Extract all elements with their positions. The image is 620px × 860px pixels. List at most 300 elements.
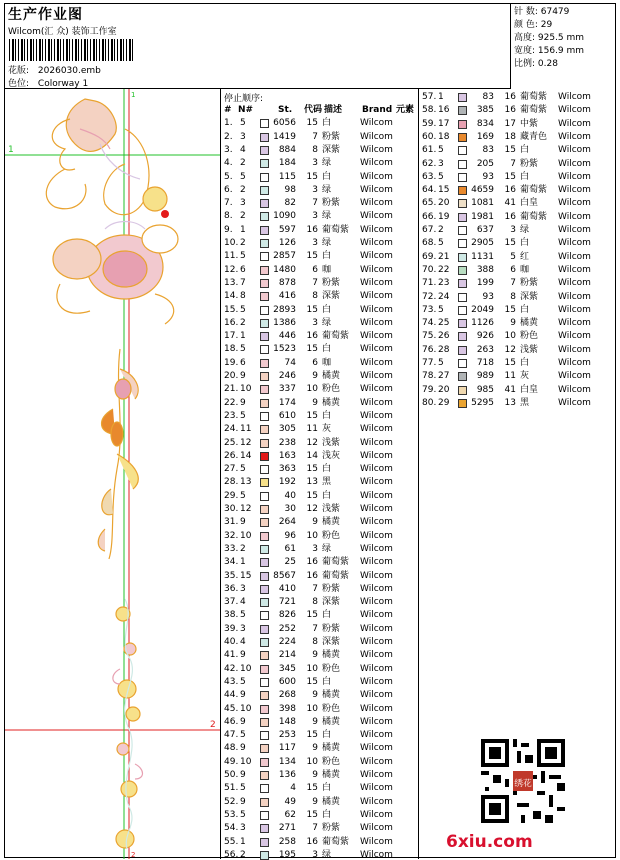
needle-number: 5 [438, 171, 444, 182]
table-row [224, 157, 419, 170]
stitch-count-cell: 1419 [273, 131, 296, 142]
thread-brand: Wilcom [360, 410, 393, 421]
thread-brand: Wilcom [558, 397, 591, 408]
stop-number: 23. [224, 410, 239, 421]
thread-description: 白 [322, 610, 332, 621]
table-row [224, 809, 419, 822]
stop-number: 12. [224, 264, 239, 275]
table-row [224, 543, 419, 556]
stitch-count-cell: 184 [278, 158, 296, 169]
thread-swatch [458, 253, 467, 262]
thread-brand: Wilcom [360, 570, 393, 581]
thread-brand: Wilcom [360, 676, 393, 687]
needle-number: 25 [438, 318, 450, 329]
qr-code [481, 739, 565, 823]
thread-swatch [260, 252, 269, 261]
thread-description: 粉色 [322, 703, 341, 714]
stitch-count-cell: 4 [290, 783, 296, 794]
thread-swatch [458, 173, 467, 182]
table-row [224, 609, 419, 622]
needle-number: 1 [438, 92, 444, 102]
needle-number: 9 [240, 796, 246, 807]
thread-swatch [260, 372, 269, 381]
thread-brand: Wilcom [360, 783, 393, 794]
thread-swatch [260, 691, 269, 700]
thread-description: 葡萄紫 [322, 331, 350, 342]
thread-swatch [260, 771, 269, 780]
thread-description: 深紫 [322, 291, 341, 302]
thread-brand: Wilcom [360, 637, 393, 647]
stop-number: 38. [224, 610, 239, 621]
table-row [422, 304, 617, 317]
thread-brand: Wilcom [558, 251, 591, 262]
site-logo: 6xiu.com [446, 832, 533, 852]
thread-code: 10 [306, 703, 318, 714]
thread-code: 8 [312, 291, 318, 302]
sheet-title: 生产作业图 [8, 7, 83, 23]
stop-sequence-title: 停止顺序: [224, 94, 264, 104]
thread-swatch [260, 425, 269, 434]
thread-description: 粉紫 [520, 158, 539, 169]
stitch-count-cell: 174 [278, 397, 296, 408]
thread-swatch [458, 226, 467, 235]
stitch-count-cell: 271 [278, 823, 296, 834]
needle-number: 4 [240, 144, 246, 155]
thread-code: 15 [504, 304, 516, 315]
thread-description: 绿 [322, 317, 332, 328]
thread-brand: Wilcom [360, 424, 393, 435]
thread-description: 白 [322, 676, 332, 687]
thread-brand: Wilcom [360, 224, 393, 235]
thread-code: 15 [504, 358, 516, 368]
studio-name: Wilcom(汇 众) 装饰工作室 [8, 27, 117, 37]
colorway-value: Colorway 1 [37, 79, 89, 89]
stop-number: 26. [224, 450, 239, 461]
thread-description: 橘黄 [322, 397, 341, 408]
stop-number: 66. [422, 211, 437, 222]
thread-brand: Wilcom [360, 597, 393, 608]
thread-description: 咖 [322, 264, 332, 275]
stitch-count-cell: 264 [278, 517, 296, 528]
thread-description: 藏青色 [520, 131, 548, 142]
color-count: 颜 色: 29 [514, 20, 553, 30]
stop-number: 1. [224, 118, 233, 129]
needle-number: 9 [240, 397, 246, 408]
thread-swatch [260, 824, 269, 833]
thread-swatch [260, 359, 269, 368]
thread-swatch [458, 319, 467, 328]
thread-swatch [260, 399, 269, 408]
thread-swatch [458, 306, 467, 315]
table-row [224, 796, 419, 809]
stitch-count-cell: 1081 [471, 198, 494, 209]
stop-number: 65. [422, 198, 437, 209]
stop-number: 8. [224, 211, 233, 222]
stitch-count-cell: 718 [476, 358, 494, 368]
thread-code: 7 [312, 823, 318, 834]
needle-number: 19 [438, 211, 450, 222]
table-row [422, 330, 617, 343]
needle-number: 12 [240, 504, 252, 514]
stop-number: 61. [422, 145, 437, 156]
thread-swatch [458, 386, 467, 395]
thread-code: 9 [312, 796, 318, 807]
thread-description: 橘黄 [322, 517, 341, 528]
needle-number: 10 [240, 756, 252, 767]
thread-code: 9 [312, 716, 318, 727]
thread-code: 3 [312, 238, 318, 248]
needle-number: 5 [240, 730, 246, 741]
stitch-count-cell: 83 [482, 92, 494, 102]
needle-number: 9 [240, 716, 246, 727]
design-scale: 比例: 0.28 [514, 59, 558, 69]
thread-code: 41 [504, 384, 516, 395]
thread-brand: Wilcom [360, 211, 393, 222]
thread-description: 深紫 [322, 637, 341, 647]
thread-code: 13 [306, 477, 318, 488]
stop-number: 50. [224, 770, 239, 780]
needle-number: 2 [240, 317, 246, 328]
thread-code: 5 [510, 251, 516, 262]
table-row [224, 343, 419, 356]
table-row [224, 636, 419, 649]
stop-number: 59. [422, 118, 437, 129]
floral-vine-motif [113, 599, 143, 849]
table-row [224, 503, 419, 516]
brand-header: Brand [362, 105, 393, 115]
thread-brand: Wilcom [360, 490, 393, 501]
thread-brand: Wilcom [558, 198, 591, 209]
thread-code: 15 [306, 676, 318, 687]
table-row [224, 596, 419, 609]
stitch-count-cell: 61 [284, 543, 296, 554]
thread-code: 15 [306, 464, 318, 475]
thread-swatch [260, 625, 269, 634]
needle-number: 12 [240, 437, 252, 448]
needle-number: 1 [240, 557, 246, 568]
thread-code: 15 [306, 344, 318, 355]
design-height: 高度: 925.5 mm [514, 33, 585, 43]
thread-code: 15 [504, 238, 516, 249]
thread-code: 15 [306, 783, 318, 794]
thread-brand: Wilcom [558, 238, 591, 249]
needle-number: 9 [240, 690, 246, 701]
stitch-count-cell: 989 [476, 371, 494, 382]
table-row [224, 583, 419, 596]
stop-number: 67. [422, 225, 437, 235]
needle-number: 5 [240, 464, 246, 475]
table-row [224, 556, 419, 569]
thread-swatch [458, 372, 467, 381]
thread-description: 白 [322, 809, 332, 820]
table-row [422, 264, 617, 277]
thread-brand: Wilcom [360, 450, 393, 461]
thread-code: 12 [504, 344, 516, 355]
thread-code: 15 [306, 304, 318, 315]
thread-description: 粉色 [520, 331, 539, 342]
thread-brand: Wilcom [360, 770, 393, 780]
thread-swatch [260, 705, 269, 714]
no-header: N# [238, 105, 254, 115]
thread-brand: Wilcom [360, 251, 393, 262]
thread-code: 6 [510, 264, 516, 275]
thread-description: 白 [322, 251, 332, 262]
stop-number: 68. [422, 238, 437, 249]
code-header: 代码 [304, 105, 323, 115]
needle-number: 20 [438, 198, 450, 209]
needle-number: 26 [438, 331, 450, 342]
thread-description: 葡萄紫 [520, 92, 548, 102]
stop-number: 30. [224, 504, 239, 514]
thread-code: 16 [306, 836, 318, 847]
stitch-count-cell: 721 [278, 597, 296, 608]
stop-number: 47. [224, 730, 239, 741]
stop-number: 21. [224, 384, 239, 395]
thread-swatch [458, 146, 467, 155]
thread-description: 葡萄紫 [520, 211, 548, 222]
needle-number: 6 [240, 357, 246, 368]
stitch-count-cell: 985 [476, 384, 494, 395]
thread-swatch [260, 545, 269, 554]
thread-swatch [458, 332, 467, 341]
table-row [422, 277, 617, 290]
thread-brand: Wilcom [360, 743, 393, 754]
thread-code: 10 [306, 530, 318, 541]
thread-code: 10 [306, 756, 318, 767]
table-row [224, 304, 419, 317]
thread-brand: Wilcom [360, 158, 393, 169]
stitch-count-cell: 263 [476, 344, 494, 355]
thread-brand: Wilcom [360, 144, 393, 155]
design-preview [5, 89, 221, 859]
table-row [422, 224, 617, 237]
guide-bottom-label: 2 [131, 851, 136, 859]
thread-code: 13 [504, 397, 516, 408]
needle-number: 9 [240, 743, 246, 754]
thread-code: 9 [312, 397, 318, 408]
thread-code: 9 [312, 743, 318, 754]
table-row [224, 450, 419, 463]
stitch-count-cell: 199 [476, 278, 494, 289]
thread-code: 15 [306, 171, 318, 182]
thread-description: 白 [322, 171, 332, 182]
thread-brand: Wilcom [360, 264, 393, 275]
stop-number: 6. [224, 184, 233, 195]
table-row [224, 250, 419, 263]
thread-brand: Wilcom [558, 331, 591, 342]
thread-swatch [458, 346, 467, 355]
thread-code: 11 [504, 371, 516, 382]
stop-number: 32. [224, 530, 239, 541]
stitch-count-cell: 337 [278, 384, 296, 395]
stop-number: 80. [422, 397, 437, 408]
needle-number: 1 [240, 224, 246, 235]
thread-code: 6 [312, 264, 318, 275]
needle-number: 3 [240, 198, 246, 209]
table-row [224, 437, 419, 450]
stop-number: 78. [422, 371, 437, 382]
thread-code: 17 [504, 118, 516, 129]
needle-number: 1 [240, 331, 246, 342]
thread-code: 7 [510, 278, 516, 289]
needle-number: 5 [240, 809, 246, 820]
thread-description: 粉紫 [322, 583, 341, 594]
thread-description: 葡萄紫 [322, 557, 350, 568]
thread-swatch [260, 226, 269, 235]
table-row [224, 676, 419, 689]
thread-brand: Wilcom [360, 131, 393, 142]
stitch-count-cell: 195 [278, 849, 296, 860]
needle-number: 9 [240, 371, 246, 381]
stop-number: 34. [224, 557, 239, 568]
stop-number: 49. [224, 756, 239, 767]
guide-2-label: 2 [210, 720, 216, 730]
thread-code: 16 [504, 92, 516, 102]
table-row [224, 516, 419, 529]
thread-code: 15 [504, 171, 516, 182]
stitch-count-cell: 224 [278, 637, 296, 647]
stitch-count-cell: 884 [278, 144, 296, 155]
needle-number: 3 [438, 158, 444, 169]
stitch-count-cell: 6056 [273, 118, 296, 129]
thread-code: 9 [312, 690, 318, 701]
stop-number: 72. [422, 291, 437, 302]
needle-number: 5 [438, 145, 444, 156]
table-row [422, 104, 617, 117]
thread-swatch [260, 638, 269, 647]
thread-swatch [458, 279, 467, 288]
thread-description: 黑 [322, 477, 332, 488]
stitch-count-cell: 136 [278, 770, 296, 780]
needle-number: 5 [240, 490, 246, 501]
stitch-count-cell: 252 [278, 623, 296, 634]
thread-brand: Wilcom [558, 171, 591, 182]
stitch-count-cell: 83 [482, 145, 494, 156]
thread-brand: Wilcom [360, 238, 393, 248]
thread-code: 15 [306, 809, 318, 820]
sheet-header [5, 4, 511, 89]
thread-brand: Wilcom [558, 92, 591, 102]
num-header: # [224, 105, 232, 115]
thread-code: 16 [306, 331, 318, 342]
stitch-count-cell: 446 [278, 331, 296, 342]
needle-number: 11 [240, 424, 252, 435]
stop-number: 28. [224, 477, 239, 488]
thread-brand: Wilcom [558, 211, 591, 222]
thread-brand: Wilcom [558, 358, 591, 368]
thread-description: 粉紫 [520, 278, 539, 289]
stop-number: 64. [422, 185, 437, 196]
thread-swatch [458, 213, 467, 222]
thread-code: 9 [510, 318, 516, 329]
thread-swatch [458, 93, 467, 102]
stop-number: 51. [224, 783, 239, 794]
thread-brand: Wilcom [360, 557, 393, 568]
thread-code: 16 [306, 557, 318, 568]
thread-code: 15 [306, 490, 318, 501]
thread-description: 绿 [322, 543, 332, 554]
thread-brand: Wilcom [558, 131, 591, 142]
thread-brand: Wilcom [360, 317, 393, 328]
thread-brand: Wilcom [360, 357, 393, 368]
needle-number: 10 [240, 703, 252, 714]
table-row [224, 357, 419, 370]
thread-brand: Wilcom [360, 716, 393, 727]
thread-brand: Wilcom [558, 185, 591, 196]
thread-description: 粉紫 [322, 277, 341, 288]
needle-number: 3 [240, 823, 246, 834]
stop-number: 11. [224, 251, 239, 262]
table-row [422, 158, 617, 171]
thread-swatch [260, 838, 269, 847]
thread-code: 6 [312, 357, 318, 368]
stitch-count-cell: 410 [278, 583, 296, 594]
stop-number: 20. [224, 371, 239, 381]
thread-brand: Wilcom [360, 623, 393, 634]
table-row [224, 716, 419, 729]
thread-brand: Wilcom [360, 344, 393, 355]
stop-number: 10. [224, 238, 239, 248]
thread-swatch [260, 758, 269, 767]
thread-code: 7 [312, 623, 318, 634]
stop-number: 19. [224, 357, 239, 368]
table-row [224, 849, 419, 860]
thread-description: 白 [322, 490, 332, 501]
needle-number: 9 [240, 517, 246, 528]
needle-number: 5 [240, 118, 246, 129]
thread-code: 41 [504, 198, 516, 209]
stop-number: 74. [422, 318, 437, 329]
thread-swatch [260, 731, 269, 740]
thread-code: 3 [510, 225, 516, 235]
stitch-count-cell: 163 [278, 450, 296, 461]
table-row [224, 703, 419, 716]
needle-number: 2 [240, 211, 246, 222]
thread-description: 红 [520, 251, 530, 262]
thread-description: 浅紫 [322, 437, 341, 448]
thread-description: 橘黄 [322, 371, 341, 381]
needle-number: 21 [438, 251, 450, 262]
thread-description: 绿 [520, 225, 530, 235]
thread-description: 粉色 [322, 530, 341, 541]
thread-code: 8 [312, 144, 318, 155]
table-row [224, 463, 419, 476]
stop-number: 15. [224, 304, 239, 315]
needle-number: 10 [240, 530, 252, 541]
needle-number: 20 [438, 384, 450, 395]
table-row [224, 476, 419, 489]
embroidery-preview [5, 89, 221, 859]
needle-number: 24 [438, 291, 450, 302]
thread-swatch [458, 120, 467, 129]
thread-description: 白皇 [520, 384, 539, 395]
thread-code: 15 [306, 730, 318, 741]
table-row [422, 384, 617, 397]
thread-code: 15 [306, 410, 318, 421]
stitch-count-cell: 214 [278, 650, 296, 661]
stitch-count-cell: 238 [278, 437, 296, 448]
thread-code: 8 [510, 291, 516, 302]
needle-number: 6 [240, 264, 246, 275]
stitch-count-cell: 96 [284, 530, 296, 541]
table-row [224, 782, 419, 795]
needle-number: 10 [240, 663, 252, 674]
thread-swatch [260, 199, 269, 208]
peony-motif [53, 222, 178, 325]
thread-brand: Wilcom [360, 371, 393, 381]
stop-sequence-panel-continued [419, 89, 617, 859]
needle-number: 2 [240, 543, 246, 554]
